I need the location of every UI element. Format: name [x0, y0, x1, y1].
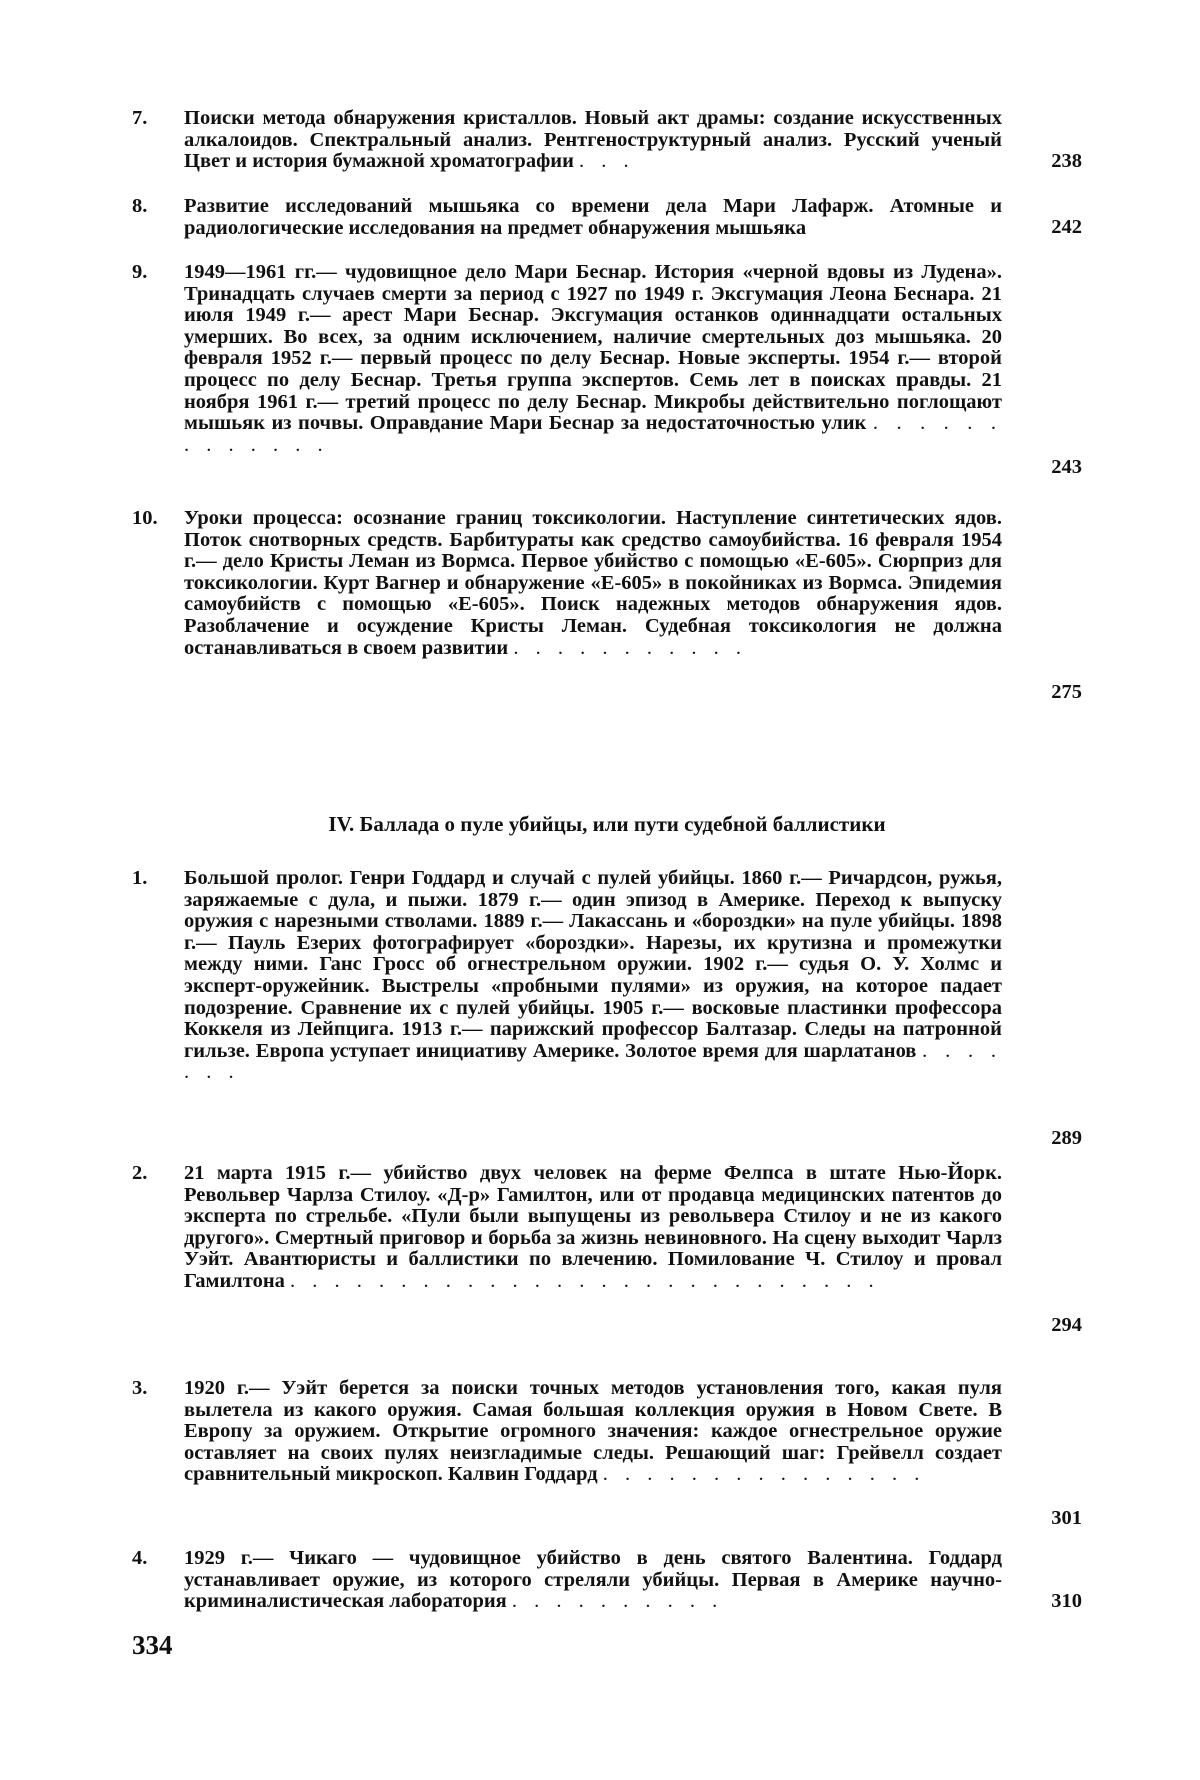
- entry-description: 1929 г.— Чикаго — чудовищное убийство в день святого Валентина. Годдард устанавливает оружие, из которого стреляли убийцы. Первая в Америке научно-криминалистическая лаборатория: [184, 1547, 1002, 1613]
- page-number: 289: [1051, 1127, 1082, 1149]
- entry-description: Поиски метода обнаружения кристаллов. Новый акт драмы: создание искусственных алкалоидов. Спектральный анализ. Рентгеноструктурный анализ. Русский ученый Цвет и история бумажной хроматографии: [184, 107, 1002, 173]
- entry-text: [184, 108, 1002, 173]
- entry-number: 10.: [132, 507, 158, 529]
- entry-description: 21 марта 1915 г.— убийство двух человек на ферме Фелпса в штате Нью-Йорк. Револьвер Чарлза Стилоу. «Д-р» Гамилтон, или от продавца медицинских патентов до эксперта по стрельбе. «Пули были выпущены из револьвера Стилоу и не из какого другого». Смертный приговор и борьба за жизнь невиновного. На сцену выходит Чарлз Уэйт. Авантюристы и баллистики по влечению. Помилование Ч. Стилоу и провал Гамилтона: [184, 1162, 1002, 1292]
- dot-leader: . . . . . . . . . . . . . . .: [602, 1463, 926, 1486]
- entry-text: [184, 262, 1002, 456]
- entry-description: 1949—1961 гг.— чудовищное дело Мари Беснар. История «черной вдовы из Лудена». Тринадцать случаев смерти за период с 1927 по 1949 г. Эксгумация Леона Беснара. 21 июля 1949 г.— арест Мари Беснар. Эксгумация останков одиннадцати остальных умерших. Во всех, за одним исключением, наличие смертельных доз мышьяка. 20 февраля 1952 г.— первый процесс по делу Беснар. Новые эксперты. 1954 г.— второй процесс по делу Беснар. Третья группа экспертов. Семь лет в поисках правды. 21 ноября 1961 г.— третий процесс по делу Беснар. Микробы действительно поглощают мышьяк из почвы. Оправдание Мари Беснар за недостаточностью улик: [184, 261, 1002, 435]
- page-number: 294: [1051, 1314, 1082, 1336]
- dot-leader: . . . . . . . . . . .: [513, 636, 747, 659]
- entry-description: Уроки процесса: осознание границ токсикологии. Наступление синтетических ядов. Поток снотворных средств. Барбитураты как средство самоубийства. 16 февраля 1954 г.— дело Кристы Леман из Вормса. Первое убийство с помощью «Е-605». Сюрприз для токсикологии. Курт Вагнер и обнаружение «Е-605» в покойниках из Вормса. Эпидемия самоубийств с помощью «Е-605». Поиск надежных методов обнаружения ядов. Разоблачение и осуждение Кристы Леман. Судебная токсикология не должна останавливаться в своем развитии: [184, 507, 1002, 659]
- entry-text: [184, 196, 1002, 239]
- toc-entry-iv-4: [132, 1548, 1082, 1618]
- dot-leader: . . . . . . .: [184, 1039, 1003, 1084]
- entry-text: [184, 1378, 1002, 1486]
- page-number: 242: [1051, 216, 1082, 238]
- entry-number: 7.: [132, 107, 148, 129]
- entry-text: [184, 868, 1002, 1084]
- toc-entry-7: [132, 108, 1082, 178]
- entry-text: [184, 508, 1002, 659]
- toc-entry-iv-1: [132, 868, 1082, 1158]
- dot-leader: . . . . . . . . . . . . . . . . . . . . . . . . . . .: [290, 1269, 880, 1292]
- dot-leader: . . .: [579, 150, 635, 173]
- entry-number: 2.: [132, 1162, 148, 1184]
- section-heading: IV. Баллада о пуле убийцы, или пути судебной баллистики: [328, 812, 886, 836]
- page-number: 243: [1051, 456, 1082, 478]
- entry-description: Развитие исследований мышьяка со времени дела Мари Лафарж. Атомные и радиологические исследования на предмет обнаружения мышьяка: [184, 195, 1002, 239]
- dot-leader: . . . . . . . . . . . . .: [184, 412, 1003, 456]
- toc-entry-10: [132, 508, 1082, 708]
- toc-entry-8: [132, 196, 1082, 244]
- toc-entry-9: [132, 262, 1082, 502]
- entry-number: 3.: [132, 1377, 148, 1399]
- page-number: 301: [1051, 1507, 1082, 1529]
- dot-leader: . . . . . . . . . .: [511, 1590, 724, 1613]
- entry-number: 4.: [132, 1547, 148, 1569]
- page-number: 275: [1051, 681, 1082, 703]
- entry-text: [184, 1163, 1002, 1293]
- entry-number: 8.: [132, 195, 148, 217]
- entry-text: [184, 1548, 1002, 1613]
- entry-number: 1.: [132, 867, 148, 889]
- entry-description: Большой пролог. Генри Годдард и случай с пулей убийцы. 1860 г.— Ричардсон, ружья, заряжаемые с дула, и пыжи. 1879 г.— один эпизод в Америке. Переход к выпуску оружия с нарезными стволами. 1889 г.— Лакассань и «бороздки» на пуле убийцы. 1898 г.— Пауль Езерих фотографирует «бороздки». Нарезы, их крутизна и промежутки между ними. Ганс Гросс об огнестрельном оружии. 1902 г.— судья О. У. Холмс и эксперт-оружейник. Выстрелы «пробными пулями» из оружия, на которое падает подозрение. Сравнение их с пулей убийцы. 1905 г.— восковые пластинки профессора Коккеля из Лейпцига. 1913 г.— парижский профессор Балтазар. Следы на патронной гильзе. Европа уступает инициативу Америке. Золотое время для шарлатанов: [184, 867, 1002, 1062]
- page-number: 238: [1051, 150, 1082, 172]
- entry-description: 1920 г.— Уэйт берется за поиски точных методов установления того, какая пуля вылетела из какого оружия. Самая большая коллекция оружия в Новом Свете. В Европу за оружием. Открытие огромного значения: каждое огнестрельное оружие оставляет на своих пулях неизгладимые следы. Решающий шаг: Грейвелл создает сравнительный микроскоп. Калвин Годдард: [184, 1377, 1002, 1486]
- page-folio: 334: [132, 1630, 173, 1660]
- toc-entry-iv-3: [132, 1378, 1082, 1548]
- toc-entry-iv-2: [132, 1163, 1082, 1363]
- page-number: 310: [1051, 1590, 1082, 1612]
- entry-number: 9.: [132, 261, 148, 283]
